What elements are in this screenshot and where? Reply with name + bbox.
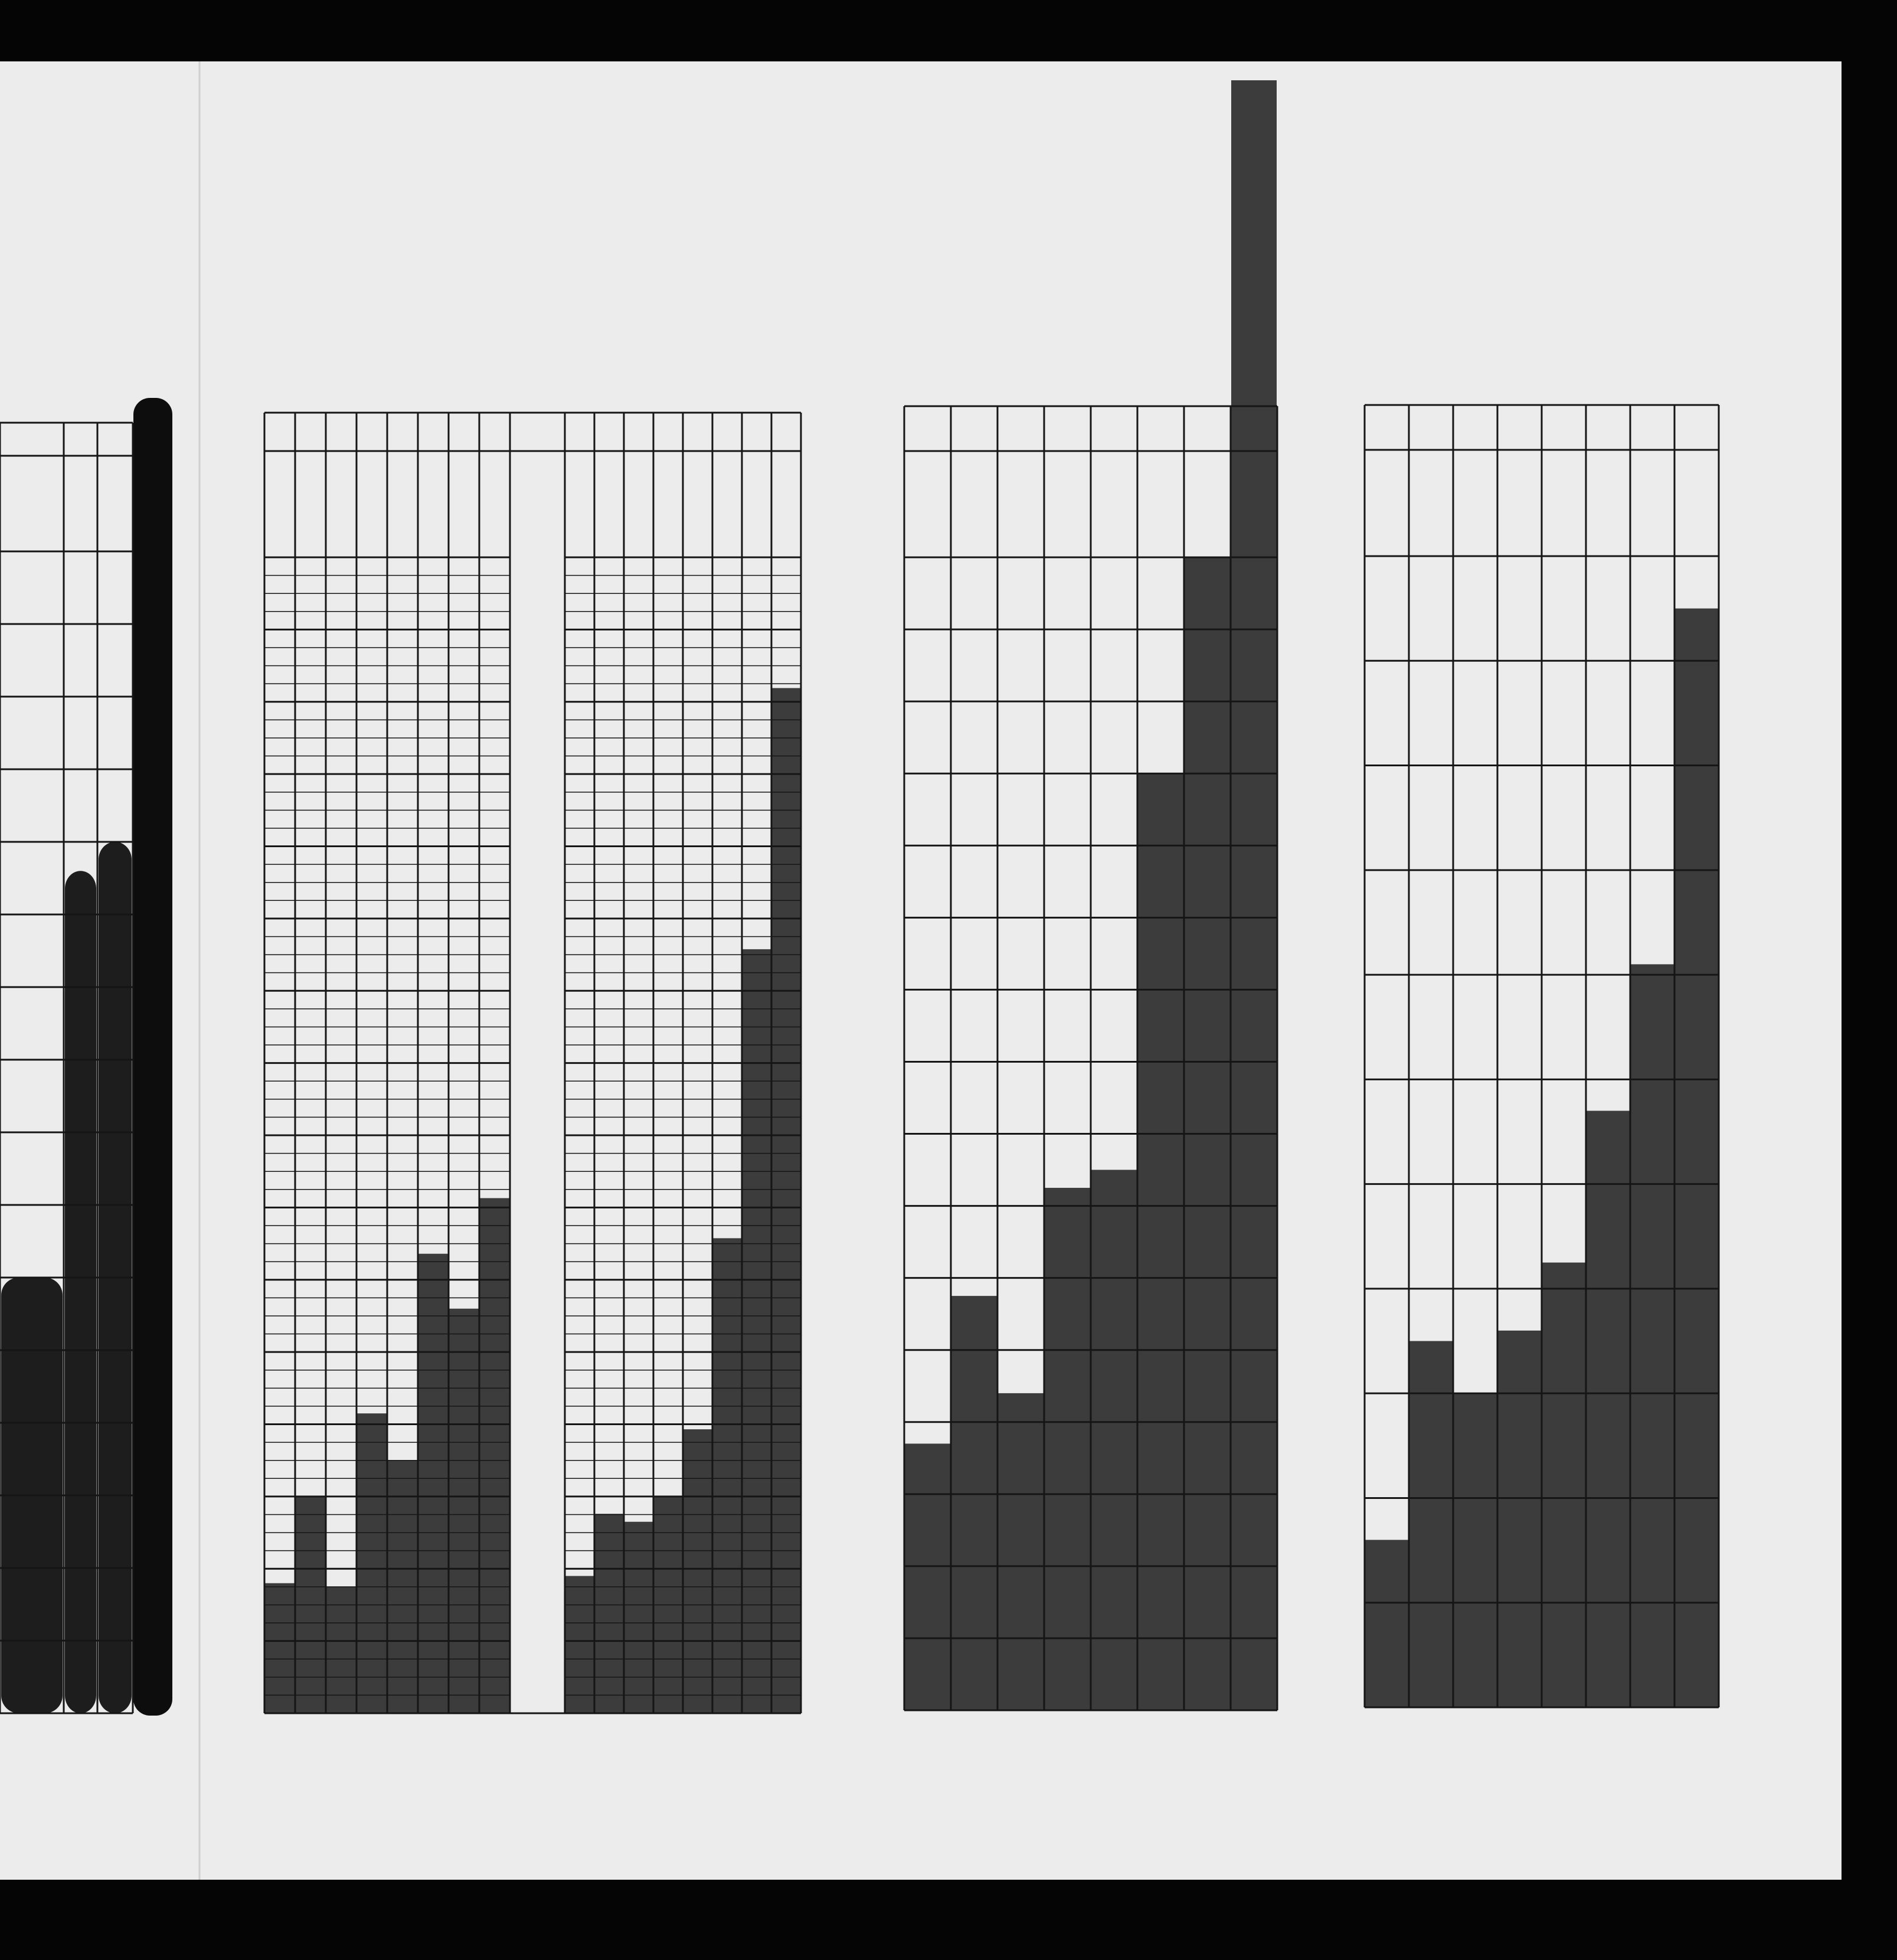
bar-76 bbox=[595, 1514, 623, 1713]
bar-86 bbox=[1091, 1170, 1137, 1710]
bar-96 bbox=[1631, 964, 1674, 1707]
bar-80 bbox=[326, 1587, 356, 1713]
bar-97 bbox=[480, 1198, 509, 1713]
bar-76 bbox=[951, 1296, 997, 1710]
chart-sheet bbox=[0, 61, 1842, 1880]
bar-96 bbox=[449, 1309, 479, 1713]
bar-80 bbox=[998, 1393, 1044, 1710]
bar-93 bbox=[1498, 1331, 1541, 1707]
bar-72 bbox=[565, 1576, 594, 1713]
bar-97 bbox=[1675, 609, 1718, 1707]
bar-84 bbox=[1045, 1188, 1090, 1710]
bar-97 bbox=[133, 398, 172, 1716]
bar-84 bbox=[357, 1413, 387, 1713]
bar-94 bbox=[1542, 1263, 1585, 1707]
charts-svg bbox=[0, 61, 1842, 1880]
bar-97 bbox=[772, 688, 800, 1713]
bar-88 bbox=[683, 1429, 712, 1713]
bar-97 bbox=[1231, 80, 1277, 1710]
bar-91 bbox=[1409, 1341, 1453, 1707]
bar-92 bbox=[418, 1254, 448, 1713]
bar-92 bbox=[713, 1238, 741, 1713]
bar-72 bbox=[905, 1443, 950, 1710]
bar-92 bbox=[1138, 773, 1183, 1710]
bar-72 bbox=[265, 1583, 295, 1713]
bar-95 bbox=[1587, 1111, 1630, 1707]
bar-90 bbox=[1365, 1540, 1408, 1707]
bar-93 bbox=[65, 871, 96, 1713]
bar-92 bbox=[1454, 1393, 1497, 1707]
